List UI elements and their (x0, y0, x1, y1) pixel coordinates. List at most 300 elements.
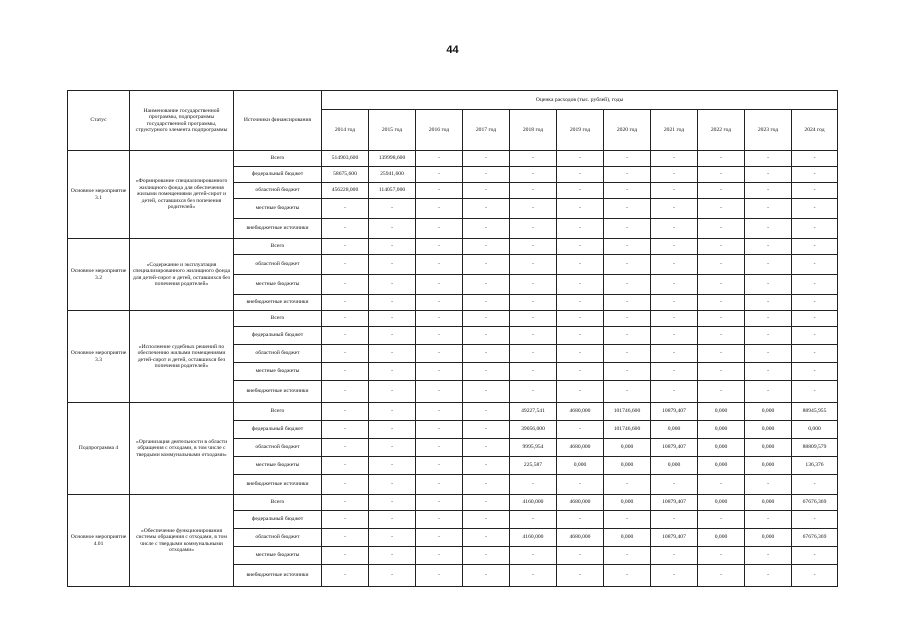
header-year: 2018 год (510, 110, 557, 151)
value-cell: - (792, 475, 838, 495)
funding-source-cell: местные бюджеты (234, 275, 322, 295)
value-cell: - (322, 219, 369, 239)
value-cell: - (651, 239, 698, 255)
value-cell: - (604, 345, 651, 363)
table-row (68, 311, 838, 327)
value-cell: - (557, 547, 604, 565)
funding-source-cell: внебюджетные источники (234, 475, 322, 495)
value-cell: - (745, 327, 792, 345)
header-year: 2016 год (416, 110, 463, 151)
value-cell: - (792, 547, 838, 565)
value-cell: - (463, 275, 510, 295)
value-cell: - (322, 529, 369, 547)
value-cell: - (416, 167, 463, 183)
funding-source-cell: федеральный бюджет (234, 511, 322, 529)
value-cell: 58675,600 (322, 167, 369, 183)
funding-source-cell: областной бюджет (234, 439, 322, 457)
value-cell: - (557, 565, 604, 587)
value-cell: - (745, 255, 792, 275)
value-cell: - (369, 457, 416, 475)
value-cell: - (322, 439, 369, 457)
value-cell: - (369, 239, 416, 255)
value-cell: - (604, 239, 651, 255)
value-cell: - (369, 275, 416, 295)
header-year: 2014 год (322, 110, 369, 151)
value-cell: - (463, 199, 510, 219)
status-cell: Основное мероприятие 3.1 (68, 151, 130, 239)
value-cell: - (369, 439, 416, 457)
value-cell: 0,000 (604, 495, 651, 511)
value-cell: - (369, 565, 416, 587)
value-cell: - (745, 345, 792, 363)
value-cell: - (416, 239, 463, 255)
value-cell: - (792, 183, 838, 199)
value-cell: - (322, 199, 369, 219)
value-cell: - (745, 239, 792, 255)
value-cell: - (651, 183, 698, 199)
budget-table (67, 90, 838, 587)
value-cell: - (510, 327, 557, 345)
value-cell: - (792, 295, 838, 311)
value-cell: - (416, 311, 463, 327)
funding-source-cell: областной бюджет (234, 345, 322, 363)
value-cell: - (369, 495, 416, 511)
value-cell: - (322, 475, 369, 495)
value-cell: 0,000 (698, 457, 745, 475)
value-cell: - (557, 295, 604, 311)
value-cell: 67676,369 (792, 495, 838, 511)
funding-source-cell: Всего (234, 151, 322, 167)
value-cell: - (510, 255, 557, 275)
value-cell: - (416, 475, 463, 495)
value-cell: - (698, 239, 745, 255)
value-cell: - (510, 183, 557, 199)
funding-source-cell: федеральный бюджет (234, 421, 322, 439)
value-cell: - (651, 199, 698, 219)
value-cell: - (745, 199, 792, 219)
value-cell: 4680,000 (557, 495, 604, 511)
value-cell: - (698, 475, 745, 495)
value-cell: - (369, 311, 416, 327)
value-cell: - (463, 255, 510, 275)
value-cell: - (651, 345, 698, 363)
value-cell: - (698, 565, 745, 587)
value-cell: - (463, 239, 510, 255)
value-cell: - (369, 219, 416, 239)
status-cell: Основное мероприятие 3.2 (68, 239, 130, 311)
value-cell: - (510, 219, 557, 239)
value-cell: - (416, 363, 463, 381)
value-cell: - (651, 295, 698, 311)
value-cell: - (792, 239, 838, 255)
value-cell: - (792, 311, 838, 327)
value-cell: - (651, 219, 698, 239)
value-cell: - (510, 295, 557, 311)
value-cell: - (792, 275, 838, 295)
value-cell: - (463, 495, 510, 511)
value-cell: - (510, 345, 557, 363)
status-cell: Подпрограмма 4 (68, 403, 130, 495)
value-cell: - (510, 547, 557, 565)
value-cell: 114057,000 (369, 183, 416, 199)
value-cell: - (745, 183, 792, 199)
value-cell: - (416, 151, 463, 167)
value-cell: - (792, 511, 838, 529)
value-cell: - (604, 255, 651, 275)
value-cell: - (416, 345, 463, 363)
value-cell: - (463, 511, 510, 529)
value-cell: - (745, 511, 792, 529)
value-cell: - (510, 381, 557, 403)
funding-source-cell: Всего (234, 311, 322, 327)
value-cell: - (651, 363, 698, 381)
value-cell: - (416, 511, 463, 529)
value-cell: 0,000 (557, 457, 604, 475)
value-cell: 0,000 (745, 495, 792, 511)
value-cell: - (416, 255, 463, 275)
funding-source-cell: внебюджетные источники (234, 565, 322, 587)
value-cell: 10879,407 (651, 403, 698, 421)
value-cell: - (510, 311, 557, 327)
value-cell: - (604, 547, 651, 565)
value-cell: 25941,600 (369, 167, 416, 183)
value-cell: - (510, 475, 557, 495)
header-year: 2024 год (792, 110, 838, 151)
value-cell: 0,000 (745, 529, 792, 547)
value-cell: - (463, 183, 510, 199)
funding-source-cell: областной бюджет (234, 529, 322, 547)
value-cell: - (463, 439, 510, 457)
value-cell: - (698, 167, 745, 183)
value-cell: - (322, 311, 369, 327)
value-cell: - (463, 311, 510, 327)
value-cell: - (369, 381, 416, 403)
header-year: 2015 год (369, 110, 416, 151)
value-cell: - (557, 199, 604, 219)
value-cell: - (792, 199, 838, 219)
value-cell: 10879,407 (651, 529, 698, 547)
value-cell: - (369, 295, 416, 311)
value-cell: - (698, 255, 745, 275)
table-row (68, 151, 838, 167)
value-cell: - (745, 565, 792, 587)
value-cell: - (557, 475, 604, 495)
value-cell: - (557, 311, 604, 327)
header-year: 2023 год (745, 110, 792, 151)
value-cell: - (557, 421, 604, 439)
value-cell: - (416, 495, 463, 511)
table-body (68, 151, 838, 587)
value-cell: 0,000 (698, 529, 745, 547)
value-cell: 49227,541 (510, 403, 557, 421)
funding-source-cell: Всего (234, 403, 322, 421)
status-cell: Основное мероприятие 4.01 (68, 495, 130, 587)
value-cell: - (369, 547, 416, 565)
header-year: 2022 год (698, 110, 745, 151)
value-cell: 0,000 (745, 421, 792, 439)
value-cell: - (698, 381, 745, 403)
value-cell: - (369, 199, 416, 219)
value-cell: 4160,000 (510, 529, 557, 547)
value-cell: - (463, 167, 510, 183)
value-cell: - (369, 403, 416, 421)
value-cell: - (604, 199, 651, 219)
program-name-cell: «Формирование специализированного жилищного фонда для обеспечения жилыми помещениями детей-сирот и детей, оставшихся без попечения родителей» (130, 151, 234, 239)
value-cell: - (698, 327, 745, 345)
value-cell: - (604, 275, 651, 295)
value-cell: - (369, 511, 416, 529)
value-cell: - (604, 295, 651, 311)
value-cell: - (557, 255, 604, 275)
value-cell: - (463, 381, 510, 403)
value-cell: 4680,000 (557, 403, 604, 421)
funding-source-cell: местные бюджеты (234, 457, 322, 475)
value-cell: - (322, 275, 369, 295)
value-cell: - (416, 295, 463, 311)
value-cell: 0,000 (651, 457, 698, 475)
value-cell: - (416, 327, 463, 345)
value-cell: - (745, 381, 792, 403)
value-cell: - (369, 529, 416, 547)
value-cell: - (745, 475, 792, 495)
header-status: Статус (68, 91, 130, 151)
value-cell: - (745, 311, 792, 327)
value-cell: - (510, 239, 557, 255)
value-cell: - (416, 275, 463, 295)
value-cell: 0,000 (698, 421, 745, 439)
value-cell: - (463, 151, 510, 167)
value-cell: - (698, 183, 745, 199)
funding-source-cell: внебюджетные источники (234, 381, 322, 403)
value-cell: - (651, 327, 698, 345)
value-cell: - (510, 151, 557, 167)
value-cell: - (557, 219, 604, 239)
value-cell: - (651, 381, 698, 403)
value-cell: 0,000 (698, 495, 745, 511)
value-cell: - (651, 565, 698, 587)
header-year: 2020 год (604, 110, 651, 151)
funding-source-cell: Всего (234, 239, 322, 255)
header-source: Источники финансирования (234, 91, 322, 151)
value-cell: - (651, 167, 698, 183)
value-cell: - (369, 255, 416, 275)
value-cell: - (510, 565, 557, 587)
value-cell: - (463, 327, 510, 345)
value-cell: 0,000 (792, 421, 838, 439)
value-cell: - (651, 151, 698, 167)
value-cell: - (604, 311, 651, 327)
value-cell: - (557, 183, 604, 199)
value-cell: - (557, 511, 604, 529)
table-row (68, 495, 838, 511)
table-header (68, 91, 838, 151)
value-cell: - (557, 275, 604, 295)
value-cell: 10879,407 (651, 439, 698, 457)
value-cell: - (745, 167, 792, 183)
value-cell: - (463, 529, 510, 547)
value-cell: - (322, 421, 369, 439)
value-cell: - (651, 547, 698, 565)
value-cell: - (416, 421, 463, 439)
value-cell: 139998,600 (369, 151, 416, 167)
value-cell: - (698, 345, 745, 363)
funding-source-cell: местные бюджеты (234, 199, 322, 219)
value-cell: - (792, 345, 838, 363)
value-cell: - (745, 295, 792, 311)
value-cell: - (416, 529, 463, 547)
value-cell: 0,000 (604, 457, 651, 475)
header-year: 2017 год (463, 110, 510, 151)
value-cell: 225,587 (510, 457, 557, 475)
value-cell: - (792, 219, 838, 239)
value-cell: 0,000 (745, 403, 792, 421)
header-year: 2019 год (557, 110, 604, 151)
value-cell: - (604, 167, 651, 183)
funding-source-cell: федеральный бюджет (234, 327, 322, 345)
value-cell: - (322, 295, 369, 311)
page-number: 44 (446, 44, 459, 56)
value-cell: - (604, 475, 651, 495)
value-cell: - (510, 511, 557, 529)
value-cell: 0,000 (745, 457, 792, 475)
value-cell: - (416, 219, 463, 239)
value-cell: 514903,600 (322, 151, 369, 167)
value-cell: - (322, 255, 369, 275)
value-cell: - (557, 381, 604, 403)
value-cell: 67676,369 (792, 529, 838, 547)
value-cell: - (698, 511, 745, 529)
value-cell: - (745, 151, 792, 167)
value-cell: - (604, 219, 651, 239)
funding-source-cell: федеральный бюджет (234, 167, 322, 183)
value-cell: - (557, 167, 604, 183)
value-cell: - (745, 275, 792, 295)
value-cell: 456228,000 (322, 183, 369, 199)
value-cell: - (416, 439, 463, 457)
value-cell: - (463, 421, 510, 439)
value-cell: - (322, 495, 369, 511)
funding-source-cell: местные бюджеты (234, 363, 322, 381)
value-cell: - (651, 255, 698, 275)
funding-source-cell: внебюджетные источники (234, 295, 322, 311)
program-name-cell: «Обеспечение функционирования системы обращения с отходами, в том числе с твердыми коммунальными отходами» (130, 495, 234, 587)
status-cell: Основное мероприятие 3.3 (68, 311, 130, 403)
value-cell: - (792, 381, 838, 403)
value-cell: - (322, 239, 369, 255)
value-cell: 0,000 (698, 439, 745, 457)
value-cell: - (604, 565, 651, 587)
value-cell: - (322, 327, 369, 345)
program-name-cell: «Содержание и эксплуатация специализированного жилищного фонда для детей-сирот и детей, оставшихся без попечения родителей» (130, 239, 234, 311)
value-cell: - (416, 547, 463, 565)
value-cell: - (369, 345, 416, 363)
funding-source-cell: местные бюджеты (234, 547, 322, 565)
value-cell: - (369, 421, 416, 439)
value-cell: - (322, 547, 369, 565)
value-cell: - (604, 363, 651, 381)
value-cell: - (604, 511, 651, 529)
value-cell: - (604, 327, 651, 345)
header-estimate: Оценка расходов (тыс. рублей), годы (322, 91, 838, 110)
value-cell: 10879,407 (651, 495, 698, 511)
value-cell: - (416, 457, 463, 475)
value-cell: - (416, 403, 463, 421)
value-cell: - (322, 381, 369, 403)
header-year: 2021 год (651, 110, 698, 151)
value-cell: - (604, 381, 651, 403)
value-cell: - (557, 151, 604, 167)
value-cell: - (698, 311, 745, 327)
value-cell: 0,000 (604, 529, 651, 547)
value-cell: - (416, 381, 463, 403)
value-cell: - (557, 239, 604, 255)
value-cell: - (463, 547, 510, 565)
value-cell: - (416, 565, 463, 587)
value-cell: - (792, 167, 838, 183)
value-cell: - (463, 363, 510, 381)
value-cell: - (698, 547, 745, 565)
value-cell: - (510, 275, 557, 295)
value-cell: - (510, 363, 557, 381)
value-cell: 101746,600 (604, 421, 651, 439)
value-cell: - (322, 403, 369, 421)
value-cell: - (745, 363, 792, 381)
value-cell: - (698, 275, 745, 295)
value-cell: - (651, 311, 698, 327)
table-row (68, 239, 838, 255)
value-cell: - (510, 167, 557, 183)
value-cell: - (651, 275, 698, 295)
value-cell: 101746,600 (604, 403, 651, 421)
value-cell: 0,000 (604, 439, 651, 457)
funding-source-cell: областной бюджет (234, 183, 322, 199)
value-cell: - (463, 403, 510, 421)
value-cell: - (416, 183, 463, 199)
value-cell: - (322, 457, 369, 475)
value-cell: - (463, 295, 510, 311)
value-cell: - (463, 475, 510, 495)
program-name-cell: «Исполнение судебных решений по обеспечению жилыми помещениями детей-сирот и детей, оставшихся без попечения родителей» (130, 311, 234, 403)
value-cell: - (745, 547, 792, 565)
value-cell: - (698, 199, 745, 219)
funding-source-cell: областной бюджет (234, 255, 322, 275)
value-cell: - (557, 363, 604, 381)
value-cell: - (463, 345, 510, 363)
value-cell: 88945,955 (792, 403, 838, 421)
value-cell: - (463, 457, 510, 475)
header-name: Наименование государственной программы, подпрограммы государственной программы, структурного элемента подпрограммы (130, 91, 234, 151)
value-cell: - (698, 151, 745, 167)
value-cell: - (557, 345, 604, 363)
value-cell: - (698, 363, 745, 381)
value-cell: - (557, 327, 604, 345)
value-cell: - (792, 255, 838, 275)
value-cell: 4680,000 (557, 439, 604, 457)
value-cell: 88809,579 (792, 439, 838, 457)
value-cell: - (369, 363, 416, 381)
program-name-cell: «Организация деятельности в области обращения с отходами, в том числе с твердыми коммунальными отходами» (130, 403, 234, 495)
value-cell: - (745, 219, 792, 239)
value-cell: - (369, 327, 416, 345)
value-cell: 39056,000 (510, 421, 557, 439)
value-cell: - (698, 219, 745, 239)
value-cell: 9995,954 (510, 439, 557, 457)
value-cell: 4160,000 (510, 495, 557, 511)
value-cell: 0,000 (651, 421, 698, 439)
value-cell: - (698, 295, 745, 311)
table-row (68, 403, 838, 421)
value-cell: - (792, 151, 838, 167)
